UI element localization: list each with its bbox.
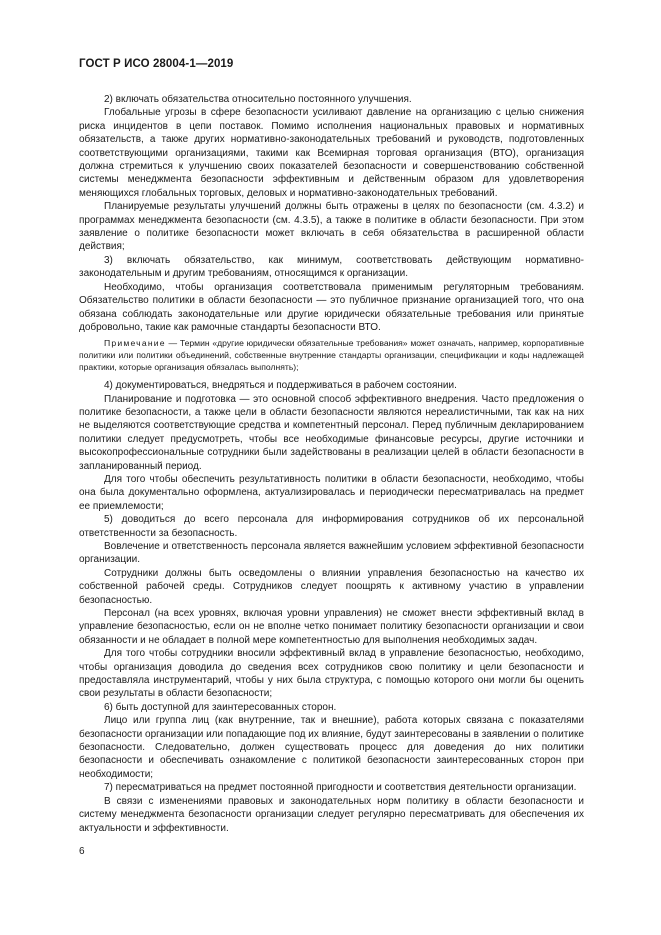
body-paragraph: Сотрудники должны быть осведомлены о влиянии управления безопасностью на качество их собственной рабочей среды. Сотрудников следует поощрять к активному участию в управлении безопасностью. — [79, 567, 584, 606]
note-block — [79, 338, 584, 373]
body-paragraph: Для того чтобы обеспечить результативность политики в области безопасности, необходимо, чтобы она была документально оформлена, актуализировалась и периодически пересматривалась на предмет ее приемлемости; — [79, 473, 584, 512]
page-header-standard: ГОСТ Р ИСО 28004-1—2019 — [79, 58, 234, 70]
body-paragraph: Вовлечение и ответственность персонала является важнейшим условием эффективной безопасности организации. — [79, 540, 584, 566]
body-paragraph: Лицо или группа лиц (как внутренние, так и внешние), работа которых связана с показателями безопасности организации или попадающие под их влияние, будут заинтересованы в заявлении о политике безопасности. Следовательно, должен существовать процесс для доведения до них политики безопасности и обеспечивать ознакомление с политикой безопасности заинтересованных сторон при необходимости; — [79, 715, 584, 780]
body-paragraph: Планируемые результаты улучшений должны быть отражены в целях по безопасности (см. 4.3.2) и программах менеджмента безопасности (см. 4.3.5), а также в политике в области безопасности. При этом заявление о политике безопасности может включать в себя обязательства в расширенной области действия; — [79, 201, 584, 253]
document-body — [79, 93, 584, 835]
body-paragraph: Глобальные угрозы в сфере безопасности усиливают давление на организацию с целью снижения риска инцидентов в цепи поставок. Помимо исполнения национальных правовых и нормативных обязательств, а также других нормативно-законодательных требований и руководств, подготовленных соответствующими организациями, такими как Всемирная торговая организация (ВТО), организация должна стремиться к улучшению своих показателей безопасности и совершенствованию собственной системы менеджмента безопасности эффективным и действенным образом для удовлетворения меняющихся глобальных торговых, деловых и нормативно-законодательных требований. — [79, 107, 584, 199]
body-paragraph: 6) быть доступной для заинтересованных сторон. — [104, 701, 337, 713]
body-paragraph: Персонал (на всех уровнях, включая уровни управления) не сможет внести эффективный вклад в управление безопасностью, если он не вполне четко понимает политику безопасности организации и свои обязанности и не обладает в полной мере компетентностью для выполнения необходимых задач. — [79, 608, 584, 646]
note-label: Примечание — [104, 338, 166, 349]
body-paragraph: Необходимо, чтобы организация соответствовала применимым регуляторным требованиям. Обязательство политики в области безопасности — это публичное признание организацией того, что она обязана соблюдать законодательные или другие юридически обязательные требования или принятые добровольно, такие как рамочные стандарты безопасности ВТО. — [79, 281, 584, 333]
body-paragraph: Планирование и подготовка — это основной способ эффективного внедрения. Часто предложения о политике безопасности, а также цели в области безопасности являются нереалистичными, так как на них не выделяются соответствующие средства и компетентный персонал. Перед публичным декларированием политики следует предусмотреть, чтобы все необходимые финансовые ресурсы, другие источники и высокопрофессиональные сотрудники были задействованы в реализации целей в области безопасности в запланированный период. — [79, 393, 584, 472]
body-paragraph: 3) включать обязательство, как минимум, соответствовать действующим нормативно-законодательным и другим требованиям, относящимся к организации. — [79, 254, 584, 280]
page-number: 6 — [79, 846, 85, 857]
body-paragraph: 2) включать обязательства относительно постоянного улучшения. — [104, 94, 412, 105]
note-text: — Термин «другие юридически обязательные требования» может означать, например, корпоративные политики или политики объединений, собственные внутренние стандарты организации, спецификации и коды надлежащей практики, которые организация обязалась выполнять); — [79, 338, 584, 372]
body-paragraph: 7) пересматриваться на предмет постоянной пригодности и соответствия деятельности организации. — [104, 782, 577, 794]
body-paragraph: Для того чтобы сотрудники вносили эффективный вклад в управление безопасностью, необходимо, чтобы организация доводила до сведения всех сотрудников свою политику и цели безопасности и предоставляла инструментарий, чтобы у них была структура, с помощью которого они могли бы оценить свои результаты в области безопасности; — [79, 648, 584, 700]
body-paragraph: В связи с изменениями правовых и законодательных норм политику в области безопасности и систему менеджмента безопасности организации следует регулярно пересматривать для обеспечения их актуальности и эффективности. — [79, 795, 584, 834]
body-paragraph: 5) доводиться до всего персонала для информирования сотрудников об их персональной ответственности за безопасность. — [79, 514, 584, 539]
body-paragraph: 4) документироваться, внедряться и поддерживаться в рабочем состоянии. — [104, 380, 457, 392]
